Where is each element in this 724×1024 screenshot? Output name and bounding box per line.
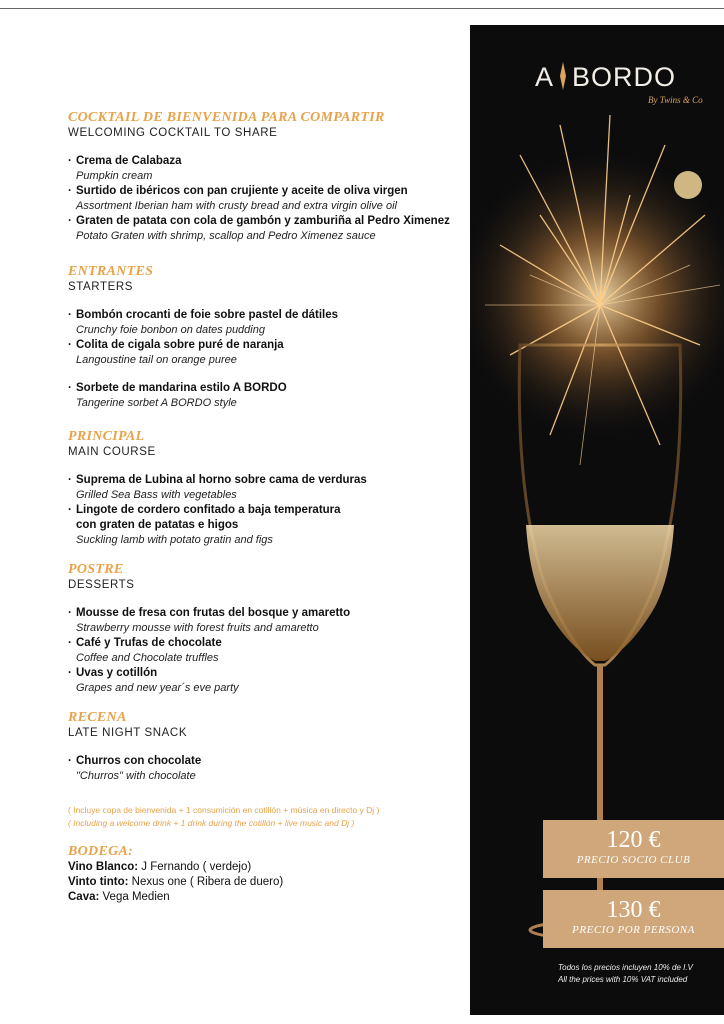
menu-item: · Colita de cigala sobre puré de naranja Langoustine tail on orange puree: [68, 338, 463, 368]
includes-note-en: ( Including a welcome drink + 1 drink during the cotillón + live music and Dj ): [68, 818, 355, 828]
menu-item: · Lingote de cordero confitado a baja temperatura con graten de patatas e higos Suckling lamb with potato gratin and figs: [68, 503, 463, 548]
item-name-en: Grapes and new year´s eve party: [76, 682, 239, 694]
price-box-person: [543, 890, 724, 948]
section-welcome-cocktail: [68, 110, 463, 244]
section-title: POSTRE: [68, 562, 124, 577]
menu-item: · Suprema de Lubina al horno sobre cama de verduras Grilled Sea Bass with vegetables: [68, 473, 463, 503]
vat-note-en: All the prices with 10% VAT included: [558, 975, 688, 984]
item-name-en: Strawberry mousse with forest fruits and amaretto: [76, 622, 319, 634]
bodega-title: BODEGA:: [68, 844, 134, 859]
item-name-es-line2: con graten de patatas e higos: [76, 519, 239, 531]
bodega-label: Cava:: [68, 891, 100, 903]
price-label: PRECIO SOCIO CLUB: [576, 854, 691, 866]
section-subtitle: MAIN COURSE: [68, 446, 156, 458]
menu-item: · Graten de patata con cola de gambón y zamburiña al Pedro Ximenez Potato Graten with shrimp, scallop and Pedro Ximenez sauce: [68, 214, 463, 244]
price-amount: 130 €: [606, 897, 661, 923]
item-name-es: Colita de cigala sobre puré de naranja: [76, 339, 284, 351]
bodega-value: J Fernando ( verdejo): [138, 861, 252, 873]
price-amount: 120 €: [606, 827, 661, 853]
section-desserts: [68, 562, 463, 696]
item-name-es: Surtido de ibéricos con pan crujiente y aceite de oliva virgen: [76, 185, 408, 197]
price-label: PRECIO POR PERSONA: [572, 924, 695, 936]
section-starters: [68, 264, 463, 411]
item-name-es: Café y Trufas de chocolate: [76, 637, 222, 649]
item-name-es: Churros con chocolate: [76, 755, 202, 767]
section-late-night-snack: [68, 710, 463, 784]
item-name-en: Tangerine sorbet A BORDO style: [76, 397, 237, 409]
bodega-row: [68, 890, 463, 905]
section-title: RECENA: [68, 710, 127, 725]
item-name-es: Crema de Calabaza: [76, 155, 182, 167]
menu-item: · Crema de Calabaza Pumpkin cream: [68, 154, 463, 184]
bodega-row: [68, 875, 463, 890]
item-name-en: Langoustine tail on orange puree: [76, 354, 237, 366]
bodega-label: Vinto tinto:: [68, 876, 129, 888]
item-name-en: Pumpkin cream: [76, 170, 153, 182]
section-main-course: [68, 429, 463, 548]
menu-item: · Café y Trufas de chocolate Coffee and Chocolate truffles: [68, 636, 463, 666]
menu-item: · Bombón crocanti de foie sobre pastel de dátiles Crunchy foie bonbon on dates pudding: [68, 308, 463, 338]
menu-item: · Churros con chocolate "Churros" with chocolate: [68, 754, 463, 784]
menu-item: · Surtido de ibéricos con pan crujiente y aceite de oliva virgen Assortment Iberian ham with crusty bread and extra virgin olive oil: [68, 184, 463, 214]
brand-logo: [535, 62, 676, 93]
item-name-en: Potato Graten with shrimp, scallop and Pedro Ximenez sauce: [76, 230, 376, 242]
brand-right: BORDO: [572, 62, 677, 92]
item-name-es: Uvas y cotillón: [76, 667, 158, 679]
item-name-en: Suckling lamb with potato gratin and figs: [76, 534, 273, 546]
item-name-es: Graten de patata con cola de gambón y zamburiña al Pedro Ximenez: [76, 215, 450, 227]
item-name-es: Bombón crocanti de foie sobre pastel de dátiles: [76, 309, 339, 321]
brand-tagline: By Twins & Co: [648, 95, 703, 105]
item-name-es: Sorbete de mandarina estilo A BORDO: [76, 382, 287, 394]
item-name-en: "Churros" with chocolate: [76, 770, 196, 782]
menu-item: · Uvas y cotillón Grapes and new year´s eve party: [68, 666, 463, 696]
bodega-label: Vino Blanco:: [68, 861, 139, 873]
brand-left: A: [535, 62, 555, 92]
section-title: ENTRANTES: [68, 264, 154, 279]
item-name-en: Coffee and Chocolate truffles: [76, 652, 219, 664]
item-name-en: Crunchy foie bonbon on dates pudding: [76, 324, 265, 336]
price-box-member: [543, 820, 724, 878]
section-subtitle: DESSERTS: [68, 579, 135, 591]
bodega-value: Nexus one ( Ribera de duero): [128, 876, 284, 888]
item-name-es: Lingote de cordero confitado a baja temperatura: [76, 504, 341, 516]
bodega-row: [68, 860, 463, 875]
section-title: COCKTAIL DE BIENVENIDA PARA COMPARTIR: [68, 110, 385, 125]
section-subtitle: LATE NIGHT SNACK: [68, 727, 188, 739]
bodega-value: Vega Medien: [99, 891, 170, 903]
vat-note-es: Todos los precios incluyen 10% de I.V: [558, 963, 693, 972]
menu-item: · Mousse de fresa con frutas del bosque y amaretto Strawberry mousse with forest fruits and amaretto: [68, 606, 463, 636]
section-subtitle: WELCOMING COCKTAIL TO SHARE: [68, 127, 278, 139]
item-name-en: Assortment Iberian ham with crusty bread and extra virgin olive oil: [76, 200, 397, 212]
item-name-es: Suprema de Lubina al horno sobre cama de verduras: [76, 474, 367, 486]
item-name-en: Grilled Sea Bass with vegetables: [76, 489, 237, 501]
item-name-es: Mousse de fresa con frutas del bosque y amaretto: [76, 607, 351, 619]
section-title: PRINCIPAL: [68, 429, 145, 444]
menu-item: · Sorbete de mandarina estilo A BORDO Tangerine sorbet A BORDO style: [68, 381, 463, 411]
includes-note-es: ( Incluye copa de bienvenida + 1 consumición en cotillón + música en directo y Dj ): [68, 805, 380, 815]
brand-diamond-icon: [560, 62, 566, 90]
top-rule: [0, 8, 724, 9]
section-subtitle: STARTERS: [68, 281, 134, 293]
menu-column: [68, 110, 463, 905]
